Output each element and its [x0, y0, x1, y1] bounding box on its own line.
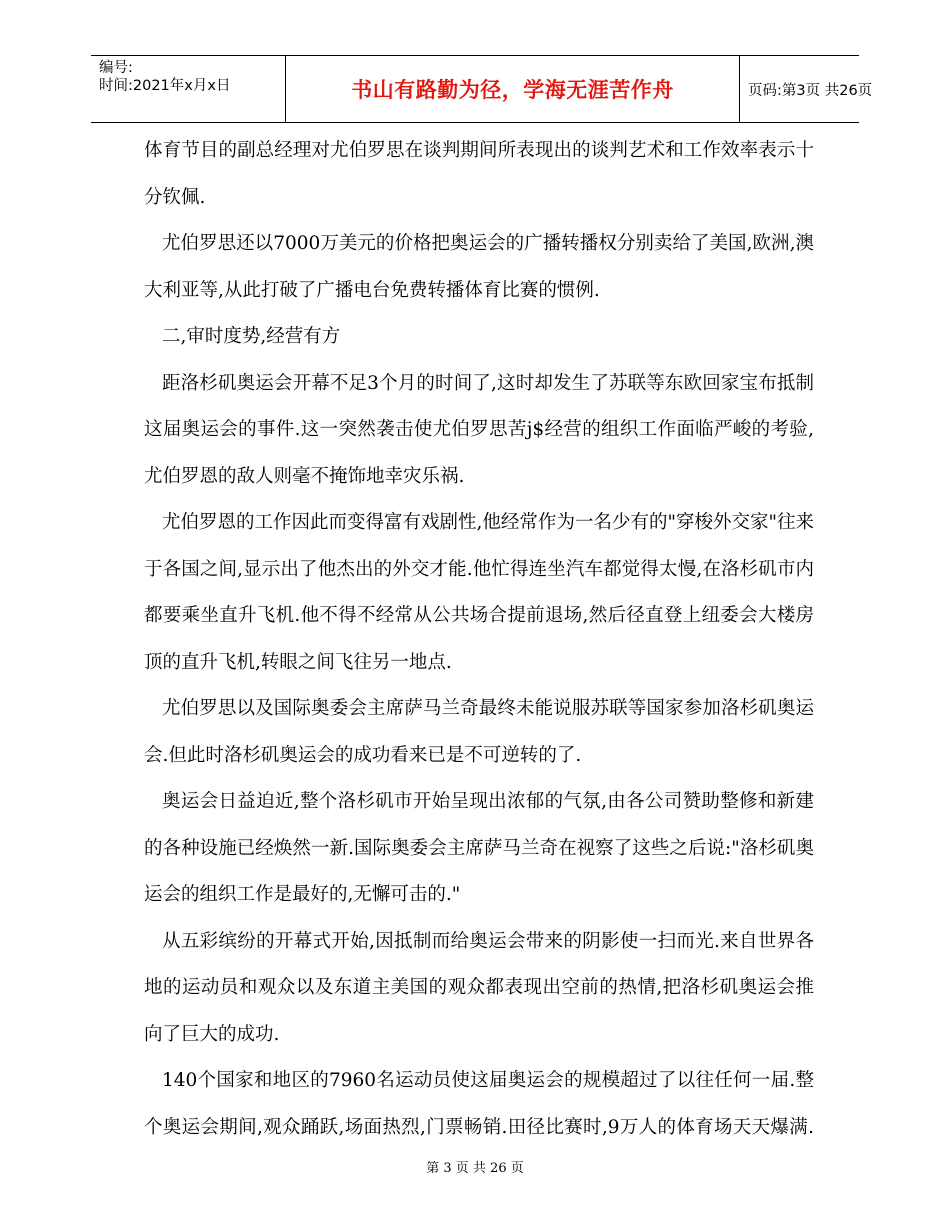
page-footer: 第 3 页 共 26 页	[426, 1161, 524, 1176]
paragraph-6: 奥运会日益迫近,整个洛杉矶市开始呈现出浓郁的气氛,由各公司赞助整修和新建的各种设施已经焕然一新.国际奥委会主席萨马兰奇在视察了这些之后说:"洛杉矶奥运会的组织工作是最好的,无懈可击的."	[144, 791, 814, 905]
paragraph-5: 尤伯罗思以及国际奥委会主席萨马兰奇最终未能说服苏联等国家参加洛杉矶奥运会.但此时洛杉矶奥运会的成功看来已是不可逆转的了.	[144, 698, 814, 766]
motto-text: 书山有路勤为径，学海无涯苦作舟	[351, 78, 674, 102]
header-motto-cell	[285, 56, 740, 122]
paragraph-2: 尤伯罗思还以7000万美元的价格把奥运会的广播转播权分别卖给了美国,欧洲,澳大利亚等,从此打破了广播电台免费转播体育比赛的惯例.	[144, 233, 814, 301]
paragraph-1: 体育节目的副总经理对尤伯罗思在谈判期间所表现出的谈判艺术和工作效率表示十分钦佩.	[144, 140, 814, 208]
section-heading: 二,审时度势,经营有方	[162, 326, 341, 347]
code-label: 编号:	[99, 60, 133, 76]
header-page-number: 页码:第3页 共26页	[748, 82, 873, 99]
document-body	[144, 128, 814, 1151]
paragraph-4: 尤伯罗恩的工作因此而变得富有戏剧性,他经常作为一名少有的"穿梭外交家"往来于各国之间,显示出了他杰出的外交才能.他忙得连坐汽车都觉得太慢,在洛杉矶市内都要乘坐直升飞机.他不得不经常从公共场合提前退场,然后径直登上纽委会大楼房顶的直升飞机,转眼之间飞往另一地点.	[144, 512, 814, 673]
time-label: 时间:2021年x月x日	[99, 78, 231, 94]
header-meta	[91, 56, 285, 122]
paragraph-7: 从五彩缤纷的开幕式开始,因抵制而给奥运会带来的阴影使一扫而光.来自世界各地的运动员和观众以及东道主美国的观众都表现出空前的热情,把洛杉矶奥运会推向了巨大的成功.	[144, 930, 814, 1045]
paragraph-3: 距洛杉矶奥运会开幕不足3个月的时间了,这时却发生了苏联等东欧回家宝布抵制这届奥运会的事件.这一突然袭击使尤伯罗思苦j$经营的组织工作面临严峻的考验,尤伯罗恩的敌人则毫不掩饰地幸灾乐祸.	[144, 372, 814, 487]
page-header	[91, 55, 873, 123]
paragraph-8: 140个国家和地区的7960名运动员使这届奥运会的规模超过了以往任何一届.整个奥运会期间,观众踊跃,场面热烈,门票畅销.田径比赛时,9万人的体育场天天爆满.	[144, 1070, 814, 1138]
